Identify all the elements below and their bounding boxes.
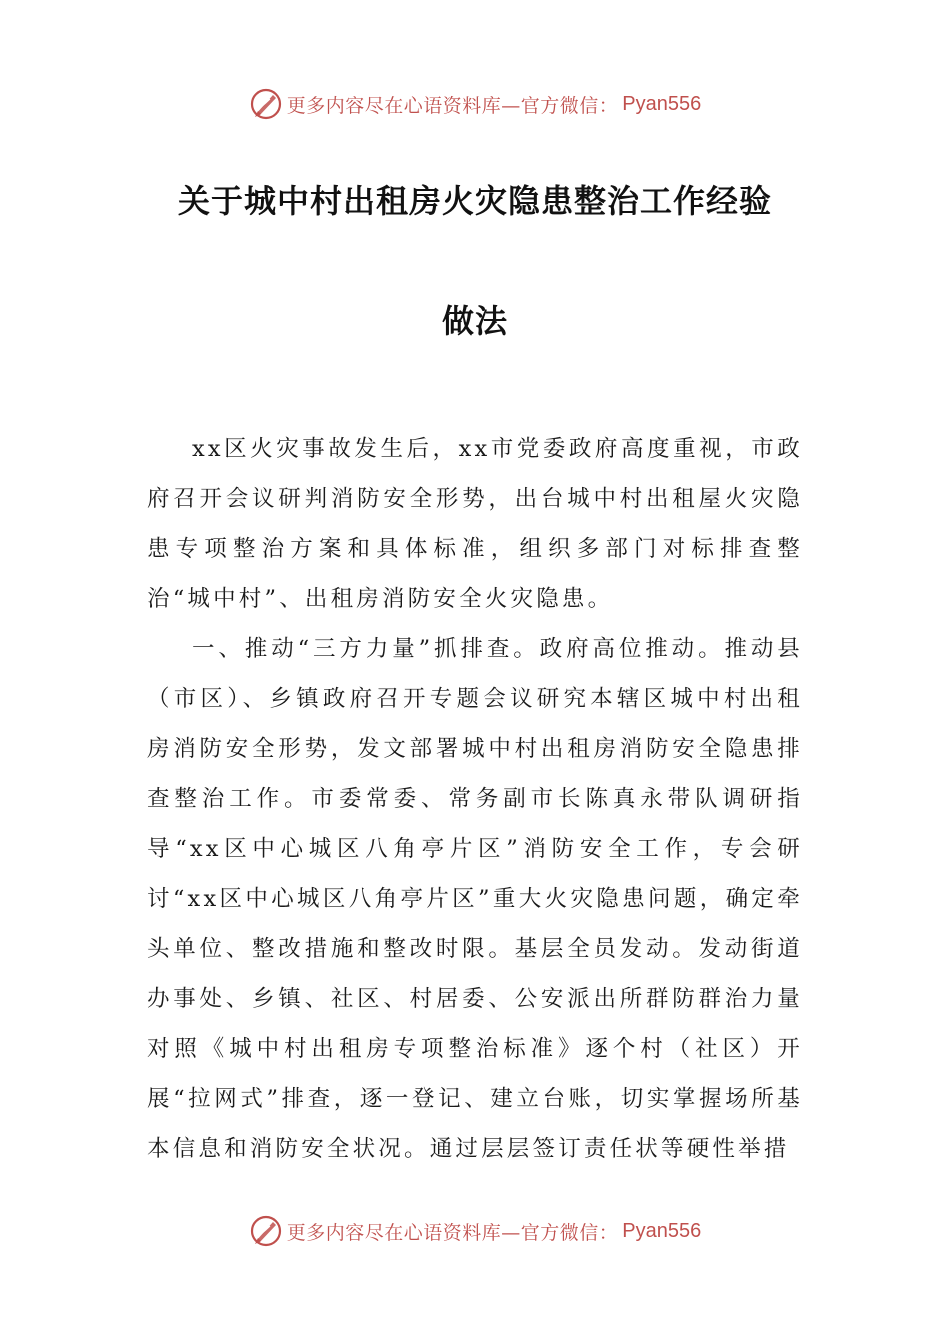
pen-logo-icon [249,1214,283,1248]
body-paragraph-1: xx区火灾事故发生后，xx市党委政府高度重视，市政府召开会议研判消防安全形势，出台城中村出租屋火灾隐患专项整治方案和具体标准，组织多部门对标排查整治“城中村”、出租房消防安全火灾隐患。 [147,436,803,612]
document-body [147,424,803,1174]
footer-wechat-id: Pyan556 [622,1219,702,1242]
header-wechat-id: Pyan556 [622,92,702,115]
footer-banner [0,1211,950,1251]
body-paragraph-2: 一、推动“三方力量”抓排查。政府高位推动。推动县（市区）、乡镇政府召开专题会议研究本辖区城中村出租房消防安全形势，发文部署城中村出租房消防安全隐患排查整治工作。市委常委、常务副市长陈真永带队调研指导“xx区中心城区八角亭片区”消防安全工作，专会研讨“xx区中心城区八角亭片区”重大火灾隐患问题，确定牵头单位、整改措施和整改时限。基层全员发动。发动街道办事处、乡镇、社区、村居委、公安派出所群防群治力量对照《城中村出租房专项整治标准》逐个村（社区）开展“拉网式”排查，逐一登记、建立台账，切实掌握场所基本信息和消防安全状况。通过层层签订责任状等硬性举措 [147,636,803,1162]
header-banner [0,84,950,124]
header-banner-text: 更多内容尽在心语资料库—官方微信： [286,94,619,117]
footer-banner-text: 更多内容尽在心语资料库—官方微信： [286,1221,619,1244]
document-title-line1: 关于城中村出租房火灾隐患整治工作经验 [177,182,772,220]
document-title-line2: 做法 [441,302,508,340]
pen-logo-icon [249,87,283,121]
